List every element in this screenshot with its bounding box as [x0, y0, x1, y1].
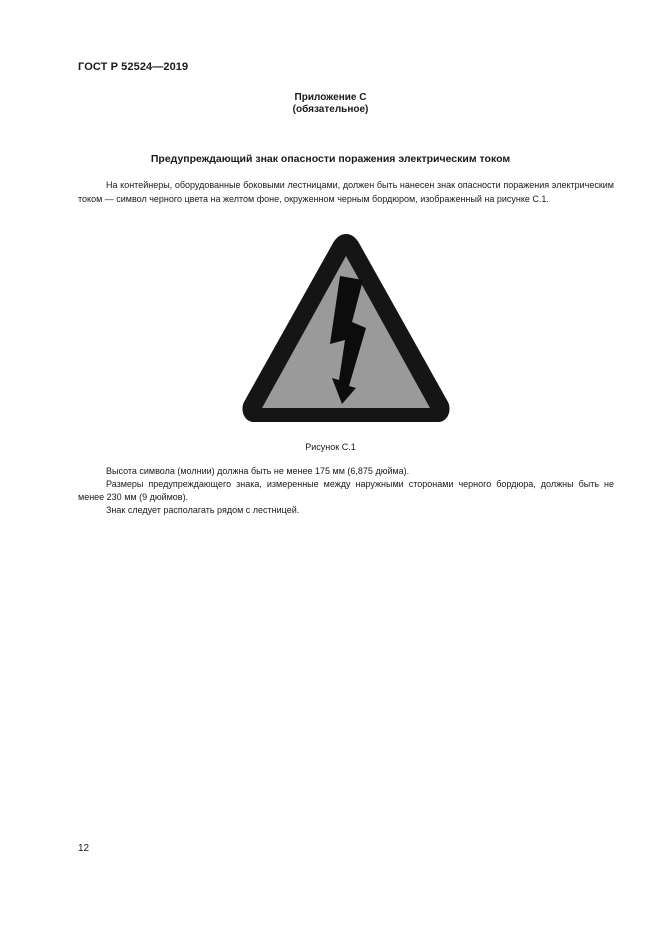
- note-sign-size: Размеры предупреждающего знака, измеренные между наружными сторонами черного бордюра, должны быть не менее 230 мм (9 дюймов).: [78, 479, 614, 502]
- electric-shock-warning-icon: [238, 230, 454, 426]
- note-placement: Знак следует располагать рядом с лестницей.: [106, 505, 300, 515]
- appendix-heading: [0, 92, 661, 116]
- standard-header: ГОСТ Р 52524—2019: [78, 61, 189, 73]
- note-symbol-height: Высота символа (молнии) должна быть не менее 175 мм (6,875 дюйма).: [106, 466, 410, 476]
- figure-c1: [238, 230, 454, 426]
- intro-paragraph: На контейнеры, оборудованные боковыми лестницами, должен быть нанесен знак опасности поражения электрическим током — символ черного цвета на желтом фоне, окруженном черным бордюром, изображенный на рисунке С.1.: [78, 180, 614, 204]
- section-title: Предупреждающий знак опасности поражения электрическим током: [150, 153, 511, 165]
- appendix-title: Приложение С: [294, 92, 367, 103]
- page-number: 12: [78, 843, 90, 854]
- requirements-notes: [78, 465, 614, 517]
- figure-caption: Рисунок С.1: [305, 442, 356, 452]
- appendix-status: (обязательное): [292, 104, 369, 115]
